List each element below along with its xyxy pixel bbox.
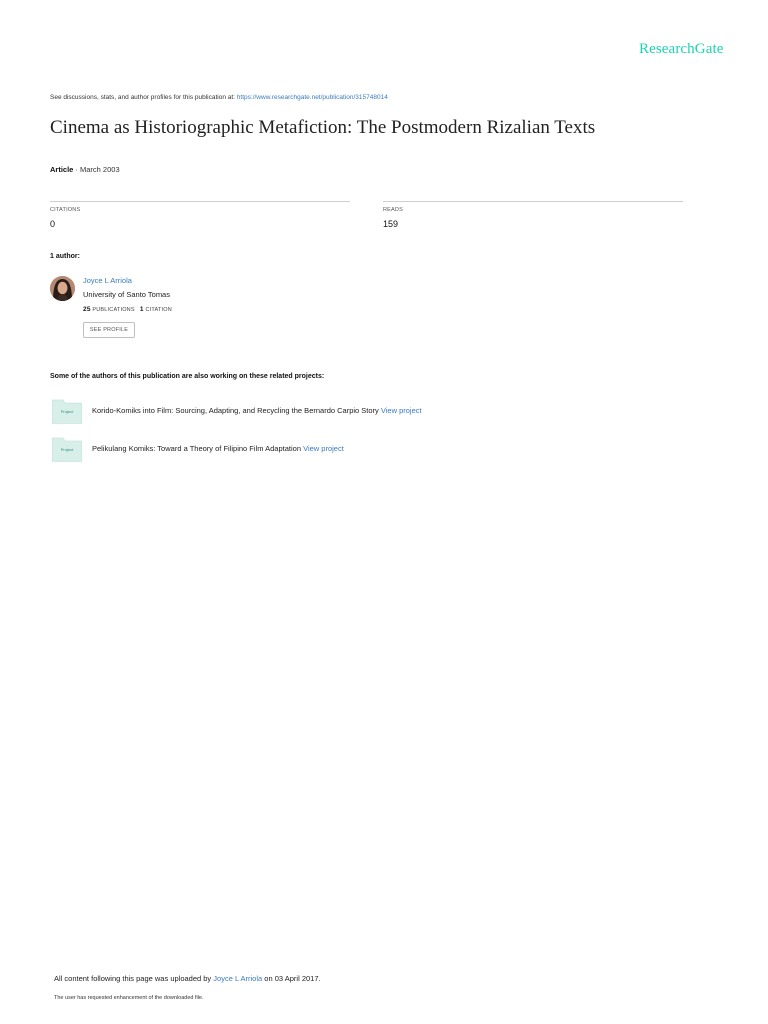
project-folder-icon (52, 436, 82, 462)
view-project-link[interactable]: View project (303, 444, 344, 453)
author-citations-count: 1 (139, 306, 144, 313)
project-title: Korido-Komiks into Film: Sourcing, Adapting, and Recycling the Bernardo Carpio Story (92, 406, 381, 415)
publication-meta (50, 165, 120, 174)
publication-title: Cinema as Historiographic Metafiction: The Postmodern Rizalian Texts (50, 117, 596, 138)
projects-heading: Some of the authors of this publication are also working on these related projects: (50, 373, 325, 380)
upload-note (54, 974, 321, 983)
uploader-link[interactable]: Joyce L Arriola (213, 974, 263, 983)
reads-value: 159 (383, 219, 399, 229)
project-folder-icon (52, 398, 82, 424)
avatar-photo-icon (50, 276, 75, 301)
author-citations-label: CITATION (145, 307, 172, 313)
author-name-link[interactable] (83, 276, 132, 285)
project-title: Pelikulang Komiks: Toward a Theory of Filipino Film Adaptation (92, 444, 304, 453)
upload-suffix: on 03 April 2017. (262, 974, 321, 983)
see-profile-button[interactable]: SEE PROFILE (83, 322, 135, 338)
researchgate-logo[interactable]: ResearchGate (639, 41, 724, 57)
author-avatar[interactable] (50, 276, 75, 301)
authors-heading: 1 author: (50, 253, 80, 260)
publication-date: March 2003 (80, 165, 120, 174)
meta-separator: · (73, 165, 81, 174)
citations-value: 0 (50, 219, 56, 229)
citations-divider (50, 201, 350, 202)
citations-label: CITATIONS (50, 207, 81, 213)
author-institution: University of Santo Tomas (83, 290, 170, 299)
publication-link[interactable]: https://www.researchgate.net/publication/315748014 (236, 94, 388, 101)
upload-prefix: All content following this page was uploaded by (54, 974, 214, 983)
discussion-note (50, 94, 388, 101)
enhancement-note: The user has requested enhancement of the downloaded file. (54, 995, 204, 1001)
discussion-text: See discussions, stats, and author profiles for this publication at: (50, 94, 237, 101)
author-name[interactable]: Joyce L Arriola (83, 276, 132, 285)
author-publications-label: PUBLICATIONS (92, 307, 135, 313)
author-publications-count: 25 (83, 306, 91, 313)
project-item (92, 406, 422, 415)
publication-type: Article (50, 165, 74, 174)
reads-divider (383, 201, 683, 202)
view-project-link[interactable]: View project (380, 406, 422, 415)
project-icon-label: Project (60, 447, 74, 452)
author-stats (83, 306, 172, 313)
project-icon-label: Project (60, 409, 74, 414)
project-item (92, 444, 344, 453)
reads-label: READS (383, 207, 403, 213)
